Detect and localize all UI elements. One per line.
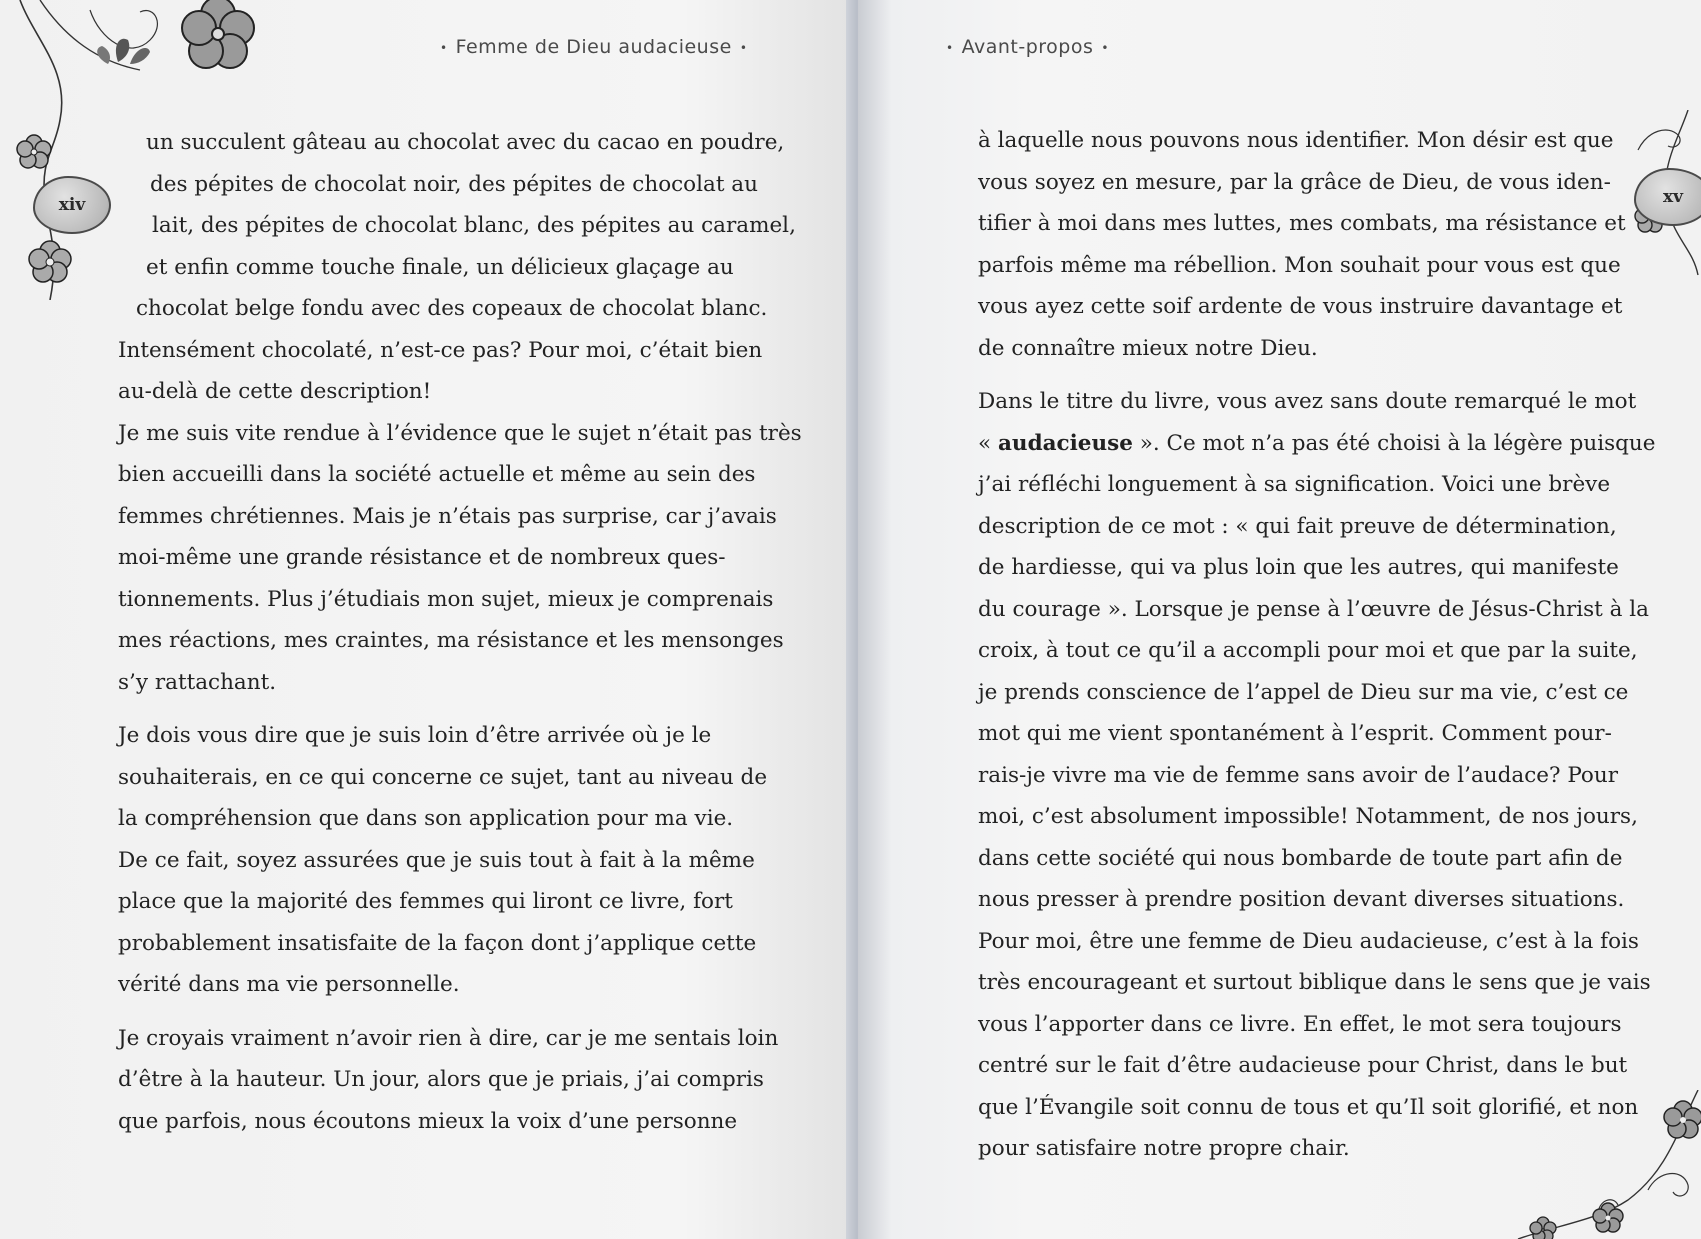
chapter-title: Avant-propos	[961, 36, 1094, 58]
text-fragment: ». Ce mot n’a pas été choisi à la légère puisque	[1132, 430, 1656, 456]
text-line: croix, à tout ce qu’il a accompli pour moi et que par la suite,	[978, 638, 1638, 663]
text-line: vérité dans ma vie personnelle.	[118, 972, 460, 997]
right-body-text	[978, 120, 1656, 1170]
running-header: • Femme de Dieu audacieuse •	[440, 36, 748, 58]
text-line: centré sur le fait d’être audacieuse pour Christ, dans le but	[978, 1053, 1628, 1078]
text-line: très encourageant et surtout biblique dans le sens que je vais	[978, 970, 1651, 995]
text-line: mes réactions, mes craintes, ma résistance et les mensonges	[118, 628, 784, 653]
text-line: rais-je vivre ma vie de femme sans avoir de l’audace? Pour	[978, 762, 1618, 788]
text-line: mot qui me vient spontanément à l’esprit. Comment pour-	[978, 721, 1612, 746]
text-line: vous l’apporter dans ce livre. En effet, le mot sera toujours	[978, 1011, 1622, 1037]
flower-icon	[17, 135, 51, 168]
text-line: que parfois, nous écoutons mieux la voix d’une personne	[118, 1108, 738, 1134]
text-line: bien accueilli dans la société actuelle et même au sein des	[118, 462, 756, 487]
text-line: Je croyais vraiment n’avoir rien à dire, car je me sentais loin	[118, 1025, 779, 1051]
text-line: j’ai réfléchi longuement à sa signification. Voici une brève	[978, 472, 1611, 497]
text-line: de hardiesse, qui va plus loin que les autres, qui manifeste	[978, 555, 1619, 580]
text-line: probablement insatisfaite de la façon dont j’applique cette	[118, 930, 757, 956]
text-line: la compréhension que dans son application pour ma vie.	[118, 806, 734, 831]
text-line: souhaiterais, en ce qui concerne ce sujet, tant au niveau de	[118, 764, 768, 790]
text-line: tionnements. Plus j’étudiais mon sujet, mieux je comprenais	[118, 586, 774, 612]
flower-icon	[1593, 1203, 1623, 1232]
text-line: vous soyez en mesure, par la grâce de Dieu, de vous iden-	[978, 169, 1611, 195]
text-line: dans cette société qui nous bombarde de toute part afin de	[978, 845, 1623, 871]
text-line: s’y rattachant.	[118, 669, 277, 695]
text-line: de connaître mieux notre Dieu.	[978, 335, 1318, 361]
text-line: du courage ». Lorsque je pense à l’œuvre de Jésus-Christ à la	[978, 596, 1649, 622]
left-body-text	[118, 122, 802, 1142]
running-header: • Avant-propos •	[946, 36, 1109, 58]
page-number-badge: xiv	[33, 176, 111, 234]
leaf-icon	[97, 39, 150, 64]
text-line: Dans le titre du livre, vous avez sans doute remarqué le mot	[978, 389, 1637, 414]
flower-icon	[182, 0, 254, 68]
flower-icon	[29, 241, 71, 282]
text-line: Je me suis vite rendue à l’évidence que le sujet n’était pas très	[118, 420, 802, 446]
text-line: femmes chrétiennes. Mais je n’étais pas surprise, car j’avais	[118, 503, 777, 529]
page-number-badge: xv	[1634, 168, 1701, 226]
text-line: lait, des pépites de chocolat blanc, des pépites au caramel,	[152, 213, 796, 238]
flower-icon	[1530, 1217, 1556, 1239]
flower-icon	[1664, 1101, 1701, 1138]
text-line: des pépites de chocolat noir, des pépites de chocolat au	[150, 171, 758, 197]
text-line: description de ce mot : « qui fait preuve de détermination,	[978, 513, 1617, 539]
text-line: Pour moi, être une femme de Dieu audacieuse, c’est à la fois	[978, 928, 1639, 954]
text-line: et enfin comme touche finale, un délicieux glaçage au	[146, 254, 734, 280]
text-line: à laquelle nous pouvons nous identifier. Mon désir est que	[978, 128, 1614, 153]
text-line: Je dois vous dire que je suis loin d’être arrivée où je le	[118, 723, 712, 748]
text-line: chocolat belge fondu avec des copeaux de chocolat blanc.	[136, 296, 768, 321]
text-line: moi-même une grande résistance et de nombreux ques-	[118, 545, 726, 570]
text-line: un succulent gâteau au chocolat avec du cacao en poudre,	[146, 130, 785, 155]
right-page	[858, 0, 1701, 1239]
text-line: pour satisfaire notre propre chair.	[978, 1136, 1350, 1161]
quote-mark: «	[978, 430, 998, 456]
text-line: parfois même ma rébellion. Mon souhait pour vous est que	[978, 252, 1621, 278]
text-line: je prends conscience de l’appel de Dieu sur ma vie, c’est ce	[978, 679, 1629, 705]
text-line: tifier à moi dans mes luttes, mes combats, ma résistance et	[978, 211, 1626, 236]
text-line: moi, c’est absolument impossible! Notamment, de nos jours,	[978, 804, 1638, 829]
text-line: d’être à la hauteur. Un jour, alors que je priais, j’ai compris	[118, 1067, 764, 1092]
text-line: place que la majorité des femmes qui liront ce livre, fort	[118, 889, 733, 914]
text-line: vous ayez cette soif ardente de vous instruire davantage et	[978, 294, 1623, 319]
text-line: De ce fait, soyez assurées que je suis tout à fait à la même	[118, 847, 755, 873]
text-line: que l’Évangile soit connu de tous et qu’Il soit glorifié, et non	[978, 1094, 1639, 1120]
text-line: au-delà de cette description!	[118, 379, 432, 404]
bold-word: audacieuse	[998, 430, 1133, 456]
text-line: Intensément chocolaté, n’est-ce pas? Pour moi, c’était bien	[118, 337, 763, 363]
book-title: Femme de Dieu audacieuse	[455, 36, 732, 58]
text-line	[978, 423, 1656, 465]
text-line: nous presser à prendre position devant diverses situations.	[978, 887, 1625, 912]
